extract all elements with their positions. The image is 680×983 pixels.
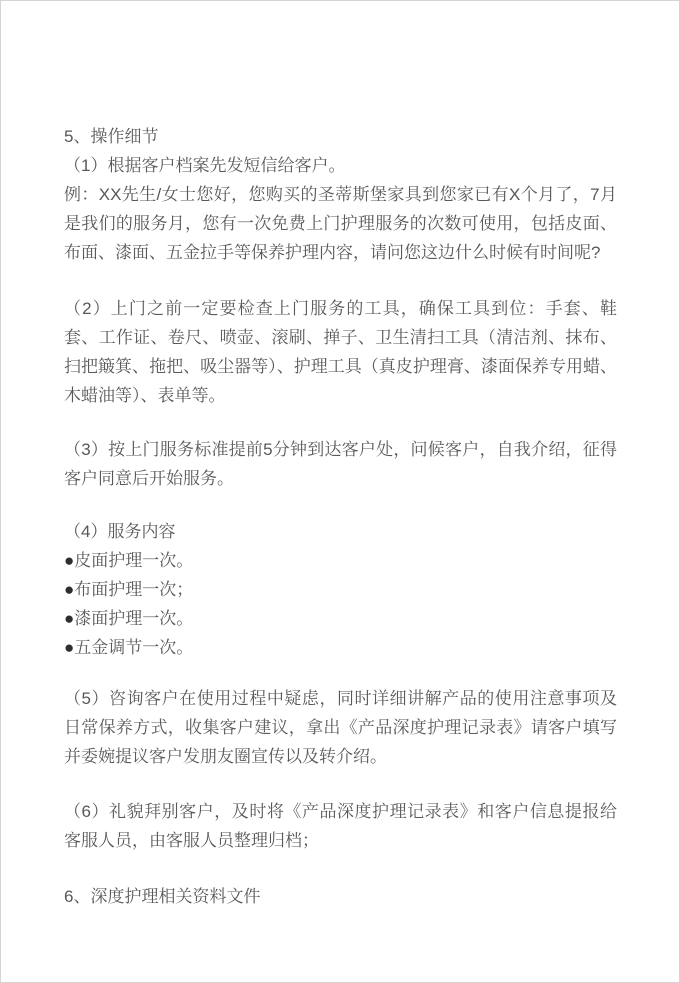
document-content bbox=[1, 1, 679, 911]
bullet-icon: ● bbox=[64, 580, 75, 599]
step-4-heading: （4）服务内容 bbox=[64, 522, 176, 541]
service-item-text: 五金调节一次。 bbox=[74, 638, 194, 657]
step-6-paragraph: （6）礼貌拜别客户，及时将《产品深度护理记录表》和客户信息提报给客服人员，由客服人员整理归档； bbox=[64, 802, 617, 850]
service-item-text: 漆面护理一次。 bbox=[74, 609, 194, 628]
step-3-paragraph: （3）按上门服务标准提前5分钟到达客户处，问候客户，自我介绍，征得客户同意后开始服务。 bbox=[64, 440, 617, 488]
section-6-heading: 6、深度护理相关资料文件 bbox=[64, 887, 261, 906]
service-item-text: 皮面护理一次。 bbox=[74, 551, 194, 570]
step-1-paragraph: （1）根据客户档案先发短信给客户。 bbox=[64, 156, 346, 175]
bullet-icon: ● bbox=[64, 638, 75, 657]
section-5-heading: 5、操作细节 bbox=[64, 127, 159, 146]
service-item bbox=[64, 546, 617, 575]
service-item bbox=[64, 575, 617, 604]
sms-example-paragraph: 例：XX先生/女士您好，您购买的圣蒂斯堡家具到您家已有X个月了，7月是我们的服务月，您有一次免费上门护理服务的次数可使用，包括皮面、布面、漆面、五金拉手等保养护理内容，请问您这边什么时候有时间呢? bbox=[64, 185, 617, 262]
service-item-text: 布面护理一次； bbox=[74, 580, 194, 599]
step-5-paragraph: （5）咨询客户在使用过程中疑虑，同时详细讲解产品的使用注意事项及日常保养方式，收集客户建议，拿出《产品深度护理记录表》请客户填写并委婉提议客户发朋友圈宣传以及转介绍。 bbox=[64, 689, 617, 766]
bullet-icon: ● bbox=[64, 609, 75, 628]
bullet-icon: ● bbox=[64, 551, 75, 570]
step-2-paragraph: （2）上门之前一定要检查上门服务的工具，确保工具到位：手套、鞋套、工作证、卷尺、喷壶、滚刷、掸子、卫生清扫工具（清洁剂、抹布、扫把簸箕、拖把、吸尘器等）、护理工具（真皮护理膏、漆面保养专用蜡、木蜡油等）、表单等。 bbox=[64, 299, 617, 405]
service-item bbox=[64, 633, 617, 662]
service-items-list bbox=[64, 546, 617, 662]
service-item bbox=[64, 604, 617, 633]
